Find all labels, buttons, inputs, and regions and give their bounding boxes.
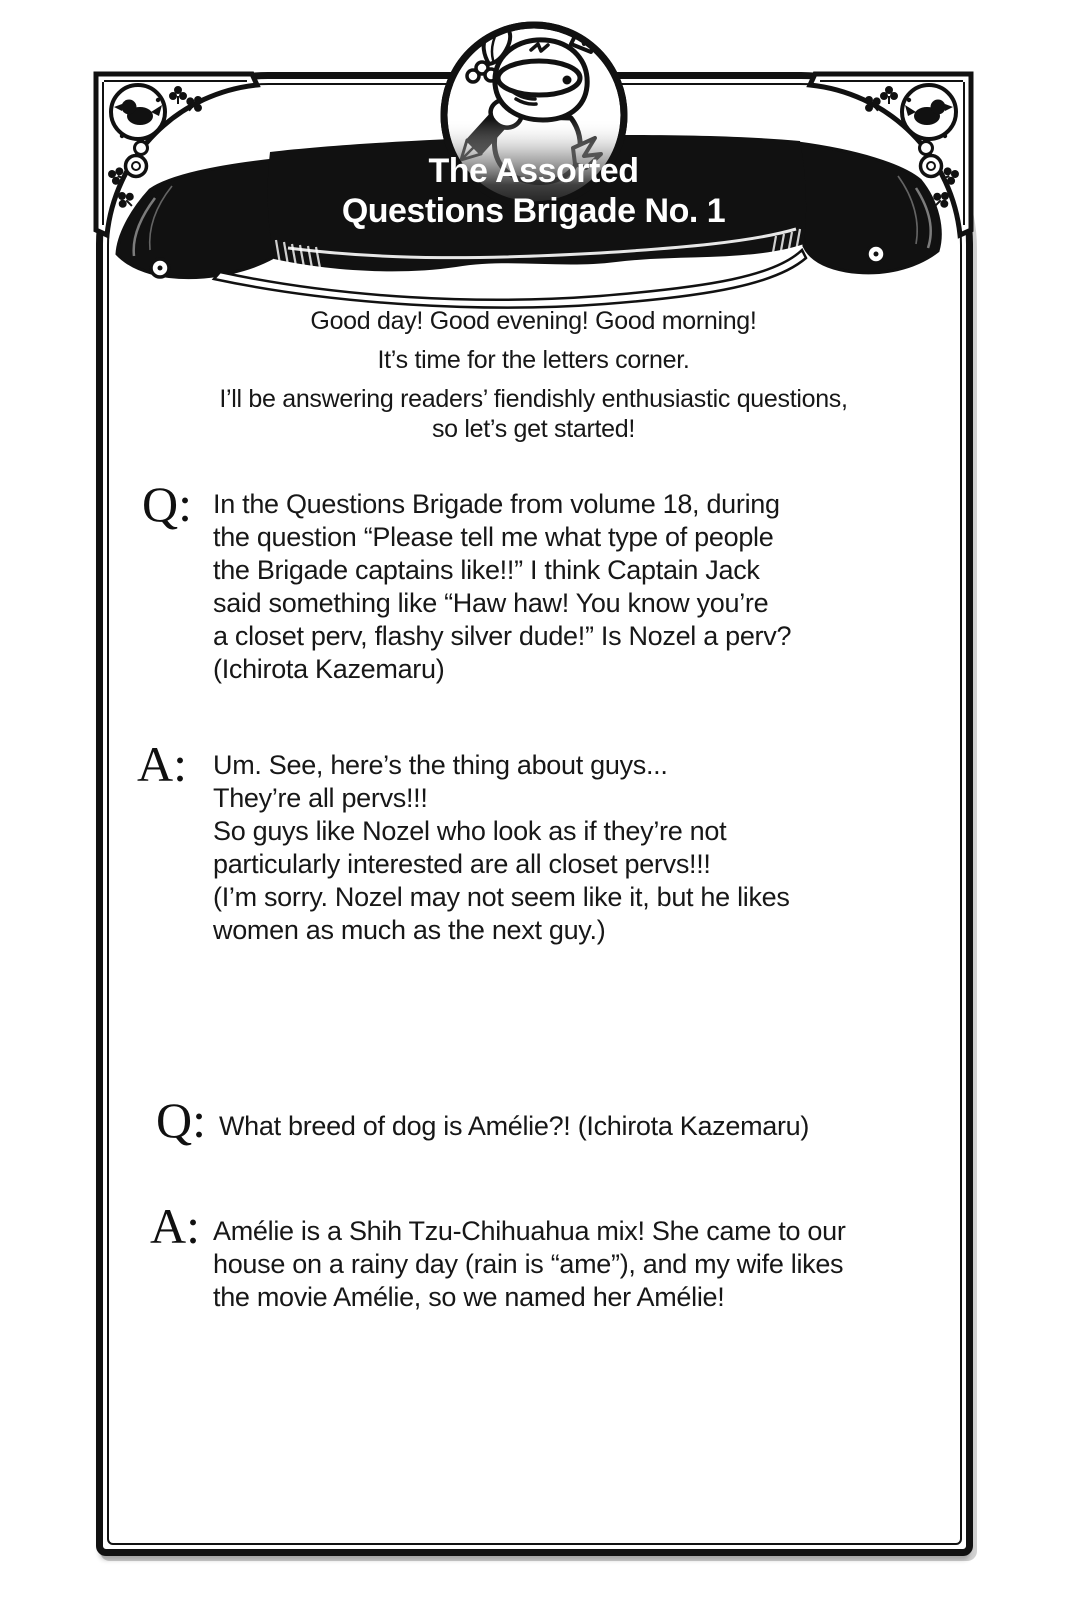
banner-title-line1: The Assorted bbox=[428, 152, 639, 190]
bird-silhouette-flourish-icon bbox=[803, 70, 975, 246]
bird-silhouette-flourish-icon bbox=[92, 70, 264, 246]
question-1-label: Q: bbox=[142, 476, 192, 532]
corner-ornament-left bbox=[92, 70, 264, 246]
corner-ornament-right bbox=[803, 70, 975, 246]
banner-title-line2: Questions Brigade No. 1 bbox=[341, 192, 726, 230]
answer-1-text: Um. See, here’s the thing about guys... They’re all pervs!!! So guys like Nozel who look as if they’re not particularly interested are all closet pervs!!! (I’m sorry. Nozel may not seem like it, but he likes women as much as the next guy.) bbox=[213, 750, 790, 945]
intro-description: I’ll be answering readers’ fiendishly enthusiastic questions, so let’s get started! bbox=[219, 385, 848, 443]
answer-2-text: Amélie is a Shih Tzu-Chihuahua mix! She came to our house on a rainy day (rain is “ame”), and my wife likes the movie Amélie, so we named her Amélie! bbox=[213, 1216, 846, 1312]
intro-subtitle: It’s time for the letters corner. bbox=[377, 346, 690, 374]
intro-greeting: Good day! Good evening! Good morning! bbox=[310, 307, 757, 335]
intro-block bbox=[100, 306, 967, 453]
answer-2-label: A: bbox=[150, 1198, 200, 1254]
question-2-text: What breed of dog is Amélie?! (Ichirota Kazemaru) bbox=[219, 1111, 810, 1141]
answer-1-label: A: bbox=[137, 736, 187, 792]
question-1-text: In the Questions Brigade from volume 18, during the question “Please tell me what type of people the Brigade captains like!!” I think Captain Jack said something like “Haw haw! You know you’re a closet perv, flashy silver dude!” Is Nozel a perv? (Ichirota Kazemaru) bbox=[213, 489, 792, 684]
question-2-label: Q: bbox=[156, 1092, 206, 1148]
